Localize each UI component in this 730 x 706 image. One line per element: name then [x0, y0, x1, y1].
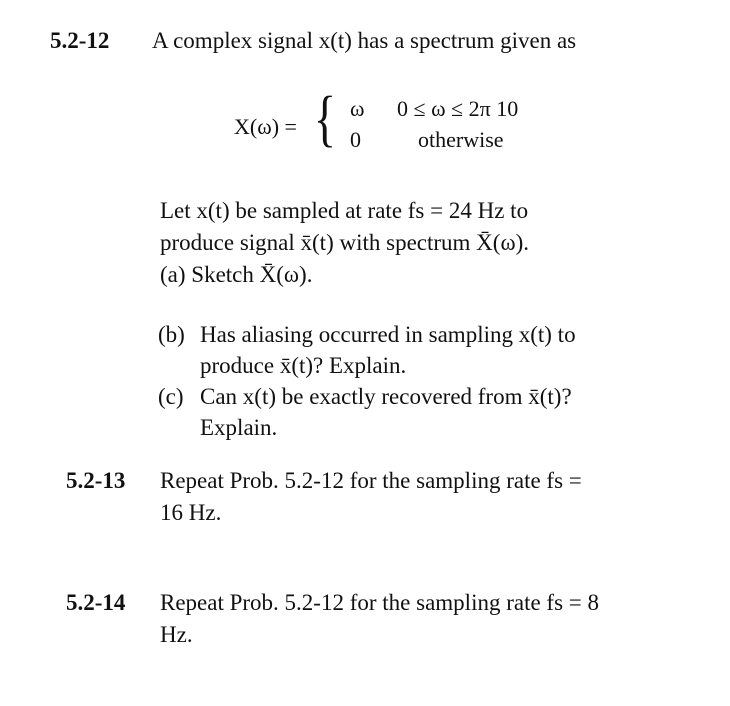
- part-b-label: (b): [158, 322, 185, 347]
- case-value-2: 0: [350, 127, 361, 152]
- problem-number-5-2-13: 5.2-13: [66, 468, 126, 493]
- body-line-2: produce signal x̄(t) with spectrum X̄(ω).: [160, 230, 529, 255]
- equation-lhs: X(ω) =: [234, 114, 297, 139]
- part-c-line-1: Can x(t) be exactly recovered from x̄(t)?: [200, 384, 572, 409]
- equation-brace: {: [313, 85, 337, 153]
- problem-5-2-14-line-1: Repeat Prob. 5.2-12 for the sampling rate fs = 8: [160, 590, 600, 615]
- case-value-1: ω: [350, 96, 365, 121]
- part-b-line-1: Has aliasing occurred in sampling x(t) to: [200, 322, 576, 347]
- problem-5-2-14-line-2: Hz.: [160, 622, 193, 647]
- problem-5-2-13-line-1: Repeat Prob. 5.2-12 for the sampling rate fs =: [160, 468, 582, 493]
- part-c-label: (c): [158, 384, 184, 409]
- case-condition-2: otherwise: [418, 127, 504, 152]
- problem-intro: A complex signal x(t) has a spectrum given as: [152, 28, 577, 53]
- part-a: (a) Sketch X̄(ω).: [160, 262, 313, 287]
- problem-number-5-2-14: 5.2-14: [66, 590, 126, 615]
- problem-number-5-2-12: 5.2-12: [50, 28, 110, 53]
- problem-5-2-13-line-2: 16 Hz.: [160, 500, 222, 525]
- case-condition-1: 0 ≤ ω ≤ 2π 10: [397, 96, 519, 121]
- part-c-line-2: Explain.: [200, 415, 278, 440]
- body-line-1: Let x(t) be sampled at rate fs = 24 Hz to: [160, 198, 529, 223]
- part-b-line-2: produce x̄(t)? Explain.: [200, 353, 407, 378]
